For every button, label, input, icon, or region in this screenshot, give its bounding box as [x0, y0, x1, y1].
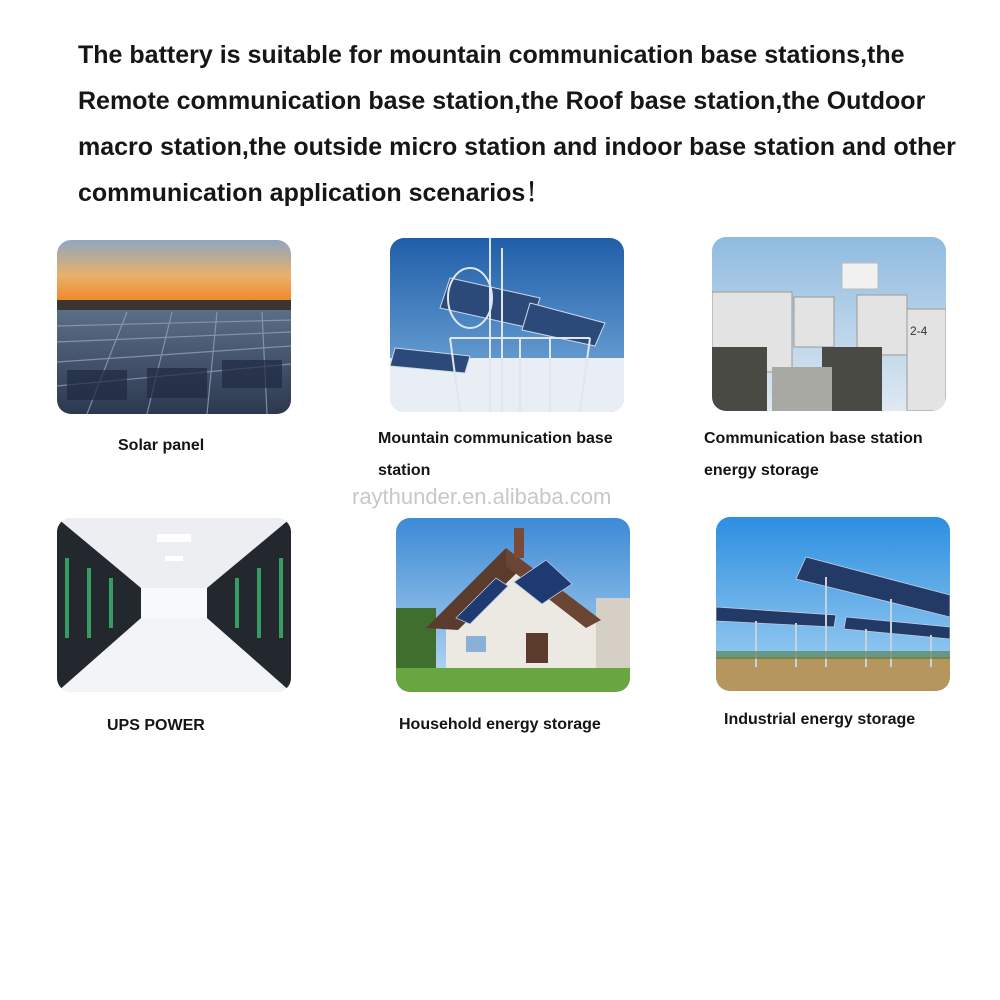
mountain-base-station-image — [390, 238, 624, 412]
svg-text:2-4: 2-4 — [910, 324, 928, 338]
scenario-caption-line: Industrial energy storage — [724, 711, 916, 728]
solar-panel-image — [57, 240, 291, 414]
household-storage-image — [396, 518, 630, 692]
scenario-caption — [378, 423, 613, 487]
industrial-storage-image — [716, 517, 950, 691]
scenario-caption — [107, 710, 205, 742]
watermark: raythunder.en.alibaba.com — [352, 484, 612, 509]
intro-text: The battery is suitable for mountain communication base stations,the Remote communication base station,the Roof base station,the Outdoor macro station,the outside micro station and indoor base station and other communication application scenarios！ — [78, 41, 956, 207]
scenario-caption — [118, 430, 204, 462]
ups-power-image — [57, 518, 291, 692]
scenario-caption-line: Solar panel — [118, 437, 205, 454]
scenario-caption-line: UPS POWER — [107, 717, 205, 734]
scenario-caption — [704, 423, 923, 487]
scenario-caption-line: energy storage — [704, 462, 819, 479]
scenario-caption — [399, 709, 601, 741]
scenario-caption-line: Communication base station — [704, 430, 923, 447]
scenario-caption-line: Household energy storage — [399, 716, 601, 733]
scenario-caption — [724, 704, 915, 736]
base-station-storage-image — [712, 237, 946, 411]
scenario-caption-line: station — [378, 462, 431, 479]
scenario-caption-line: Mountain communication base — [378, 430, 613, 447]
